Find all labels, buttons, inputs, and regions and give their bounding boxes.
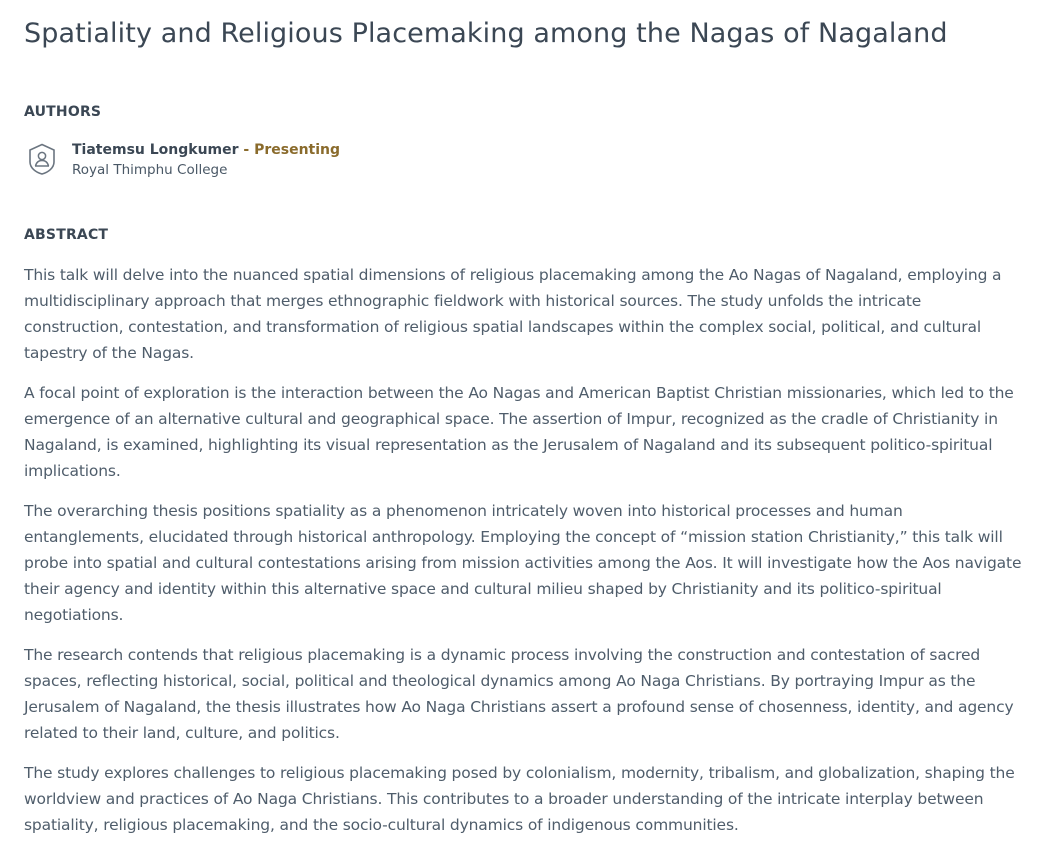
author-affiliation: Royal Thimphu College <box>72 162 228 178</box>
abstract-body <box>24 262 1024 852</box>
abstract-paragraph: The study explores challenges to religious placemaking posed by colonialism, modernity, tribalism, and globalization, shaping the worldview and practices of Ao Naga Christians. This contributes to a broader understanding of the intricate interplay between spatiality, religious placemaking, and the socio-cultural dynamics of indigenous communities. <box>24 764 1015 834</box>
abstract-paragraph: A focal point of exploration is the interaction between the Ao Nagas and American Baptist Christian missionaries, which led to the emergence of an alternative cultural and geographical space. The assertion of Impur, recognized as the cradle of Christianity in Nagaland, is examined, highlighting its visual representation as the Jerusalem of Nagaland and its subsequent politico-spiritual implications. <box>24 384 1014 480</box>
author-name: Tiatemsu Longkumer <box>72 142 239 158</box>
user-badge-icon <box>28 143 56 175</box>
presenting-label: - Presenting <box>238 142 341 158</box>
author-entry <box>28 141 340 181</box>
authors-heading: AUTHORS <box>24 104 102 120</box>
abstract-paragraph: The research contends that religious placemaking is a dynamic process involving the construction and contestation of sacred spaces, reflecting historical, social, political and theological dynamics among Ao Naga Christians. By portraying Impur as the Jerusalem of Nagaland, the thesis illustrates how Ao Naga Christians assert a profound sense of chosenness, identity, and agency related to their land, culture, and politics. <box>24 646 1014 742</box>
abstract-paragraph: The overarching thesis positions spatiality as a phenomenon intricately woven into historical processes and human entanglements, elucidated through historical anthropology. Employing the concept of “mission station Christianity,” this talk will probe into spatial and cultural contestations arising from mission activities among the Aos. It will investigate how the Aos navigate their agency and identity within this alternative space and cultural milieu shaped by Christianity and its politico-spiritual negotiations. <box>24 502 1022 624</box>
abstract-heading: ABSTRACT <box>24 227 109 243</box>
page-title: Spatiality and Religious Placemaking among the Nagas of Nagaland <box>24 18 948 49</box>
abstract-paragraph: This talk will delve into the nuanced spatial dimensions of religious placemaking among the Ao Nagas of Nagaland, employing a multidisciplinary approach that merges ethnographic fieldwork with historical sources. The study unfolds the intricate construction, contestation, and transformation of religious spatial landscapes within the complex social, political, and cultural tapestry of the Nagas. <box>24 266 1002 362</box>
